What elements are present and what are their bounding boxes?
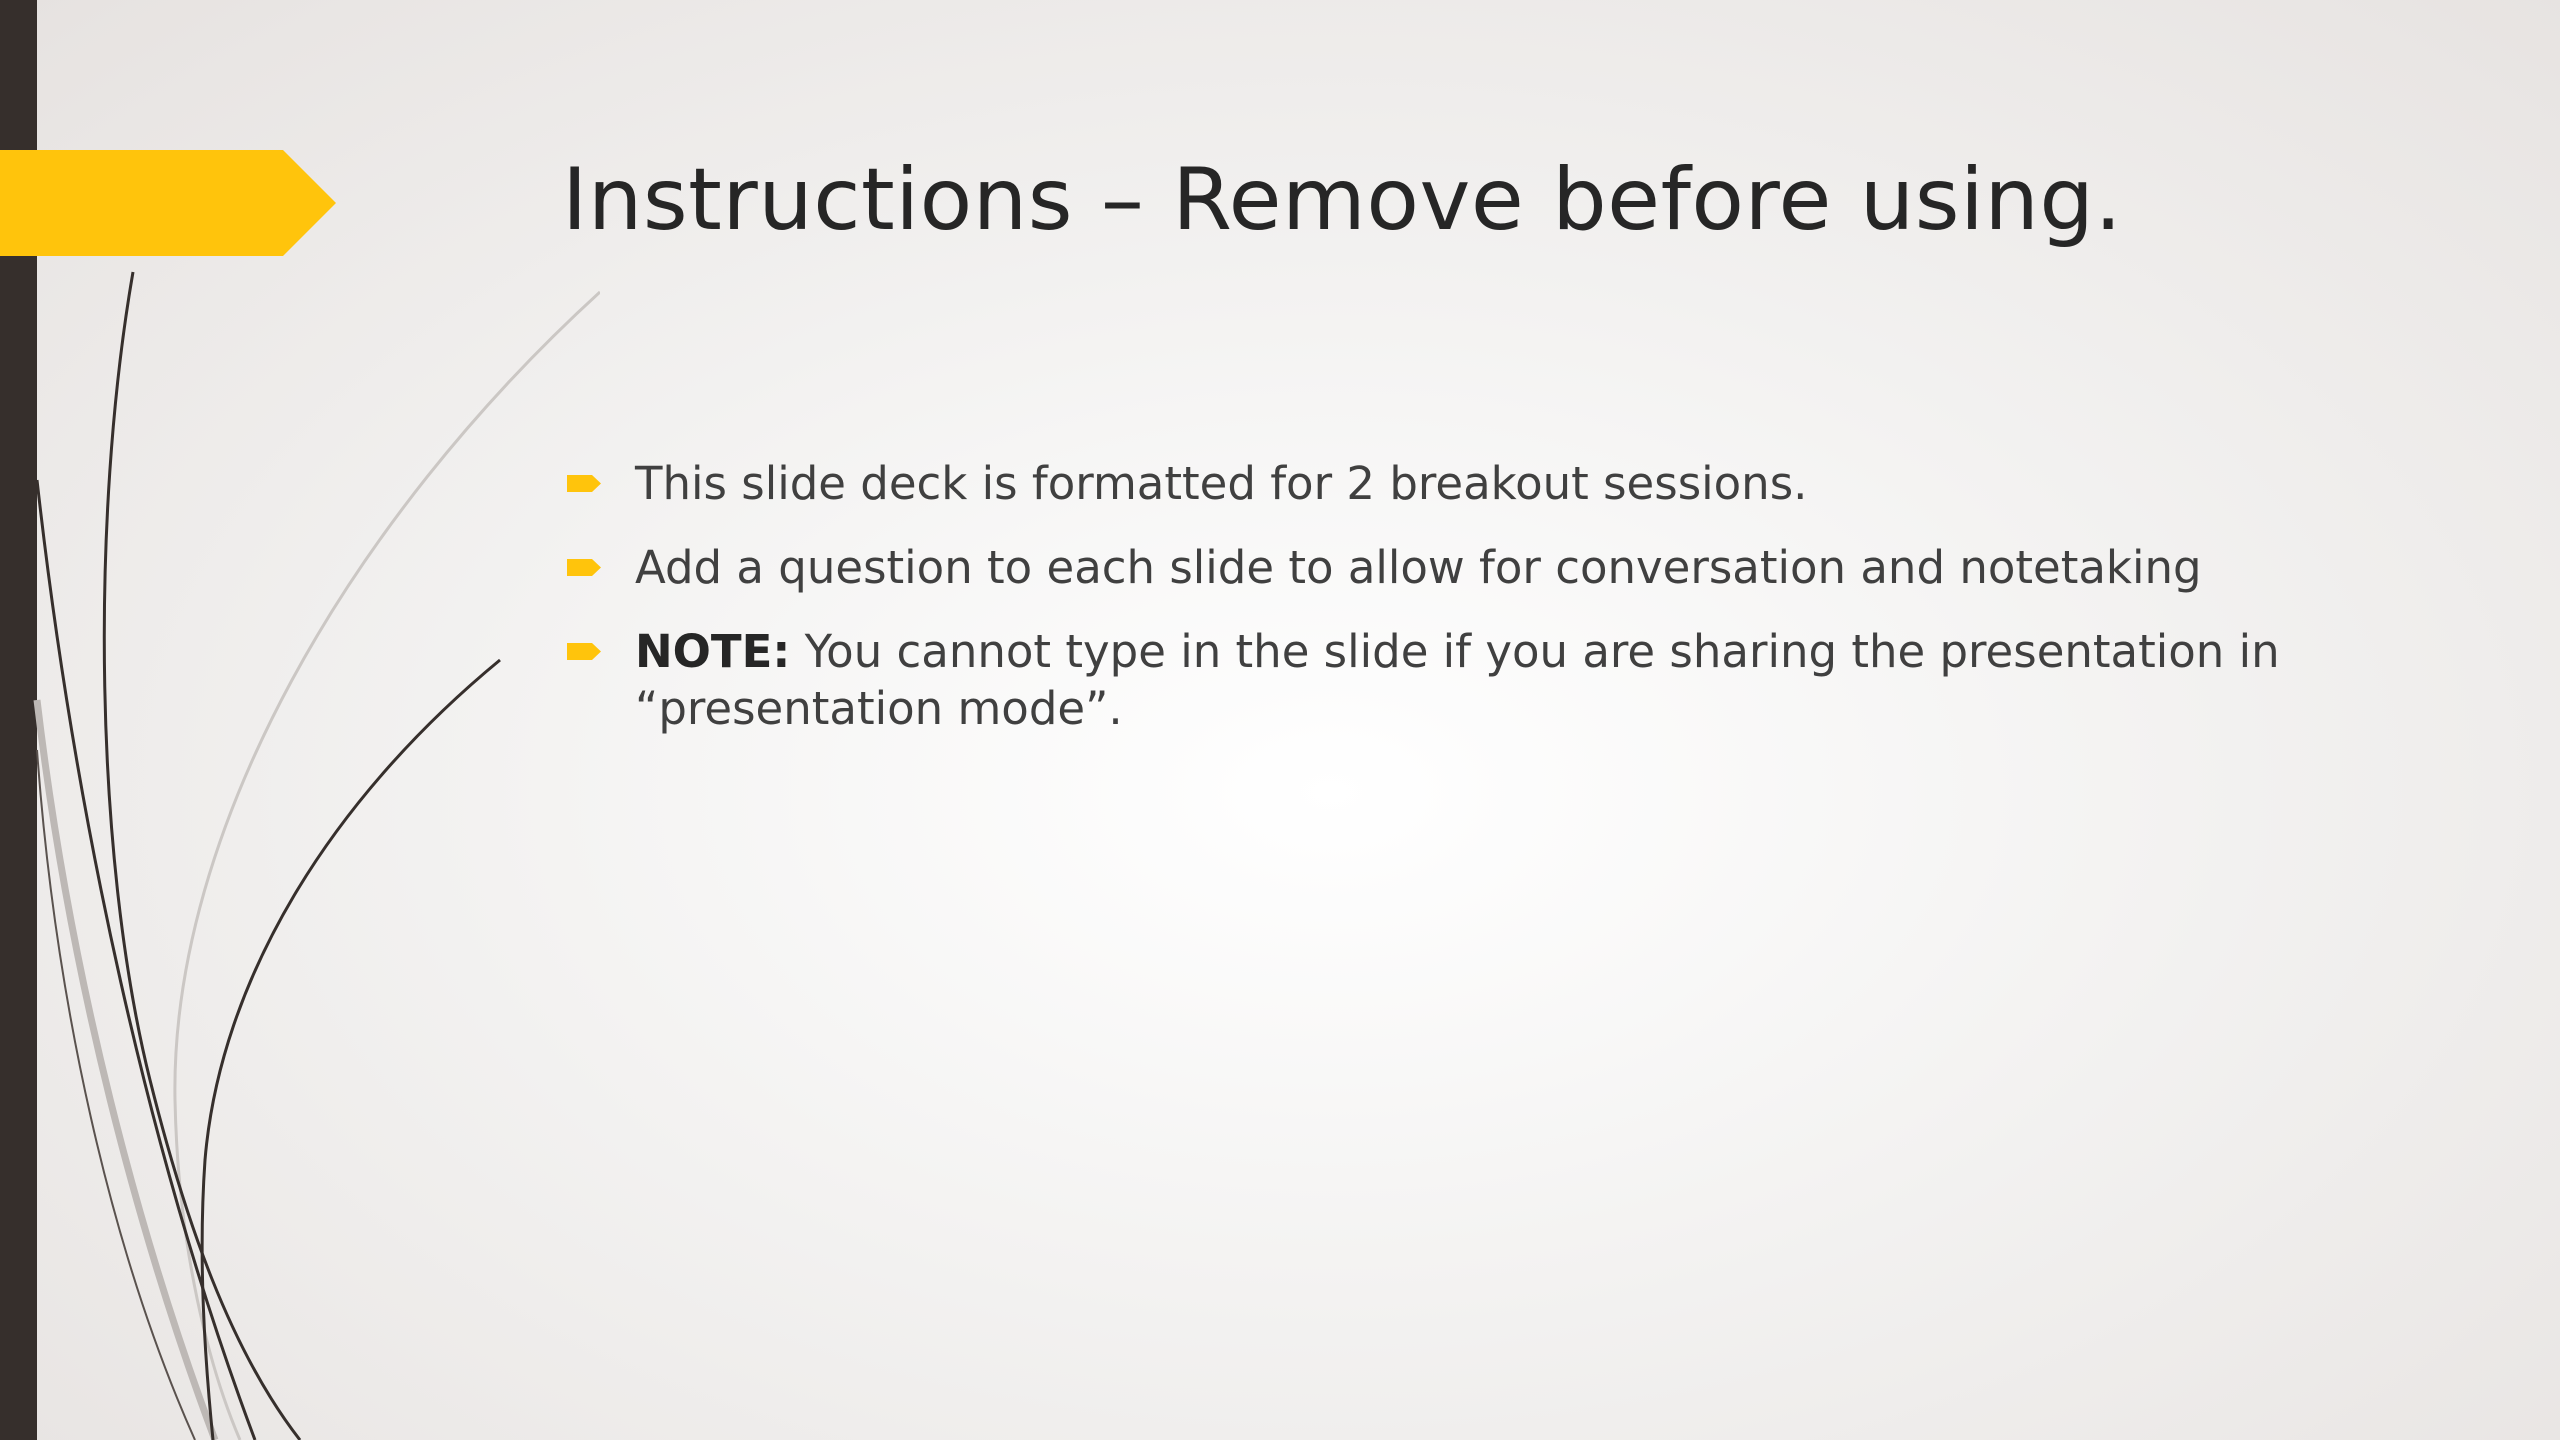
note-label: NOTE: <box>635 625 791 678</box>
arrow-bullet-icon <box>567 475 601 492</box>
bullet-list <box>562 455 2382 764</box>
chevron-banner <box>0 150 336 256</box>
slide-title[interactable]: Instructions – Remove before using. <box>562 150 2123 250</box>
arrow-bullet-icon <box>567 643 601 660</box>
arrow-bullet-icon <box>567 559 601 576</box>
bullet-text: Add a question to each slide to allow for conversation and notetaking <box>635 541 2202 594</box>
decorative-curves <box>0 0 600 1440</box>
bullet-text: This slide deck is formatted for 2 breakout sessions. <box>635 457 1808 510</box>
bullet-text: You cannot type in the slide if you are sharing the presentation in “presentation mode”. <box>635 625 2280 735</box>
bullet-item[interactable] <box>562 623 2382 737</box>
bullet-item[interactable] <box>562 539 2382 596</box>
bullet-item[interactable] <box>562 455 2382 512</box>
